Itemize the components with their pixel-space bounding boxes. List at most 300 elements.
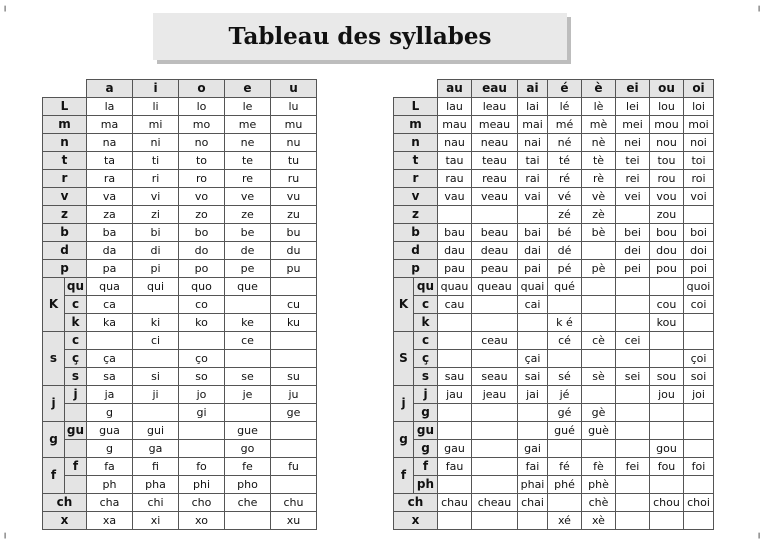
syllable-cell: ku [271, 314, 317, 332]
row-label: c [414, 296, 438, 314]
syllable-cell [616, 350, 650, 368]
title-box [153, 13, 567, 60]
syllable-cell: be [225, 224, 271, 242]
column-header: ei [616, 80, 650, 98]
syllable-cell [271, 476, 317, 494]
row-label: ch [43, 494, 87, 512]
table-row [394, 440, 714, 458]
syllable-cell: rè [582, 170, 616, 188]
syllable-cell [472, 404, 518, 422]
syllable-cell: meau [472, 116, 518, 134]
syllable-cell: ja [87, 386, 133, 404]
syllable-cell [684, 332, 714, 350]
syllable-cell: qué [548, 278, 582, 296]
syllable-cell: pou [650, 260, 684, 278]
syllable-cell: pi [133, 260, 179, 278]
syllable-cell: veau [472, 188, 518, 206]
table-row [43, 242, 317, 260]
syllable-cell [518, 206, 548, 224]
syllable-cell: xé [548, 512, 582, 530]
syllable-cell: vei [616, 188, 650, 206]
syllable-cell [271, 332, 317, 350]
row-label: c [414, 332, 438, 350]
syllable-cell: chau [438, 494, 472, 512]
syllable-cell: fi [133, 458, 179, 476]
syllable-cell: go [225, 440, 271, 458]
syllable-cell: fa [87, 458, 133, 476]
table-row [43, 386, 317, 404]
syllable-cell [582, 314, 616, 332]
syllable-cell: beau [472, 224, 518, 242]
table-row [43, 224, 317, 242]
syllable-cell: fou [650, 458, 684, 476]
table-row [43, 440, 317, 458]
syllable-cell: zé [548, 206, 582, 224]
syllable-cell: pa [87, 260, 133, 278]
syllable-cell [225, 404, 271, 422]
syllable-cell: la [87, 98, 133, 116]
table-row [43, 278, 317, 296]
syllable-cell: pho [225, 476, 271, 494]
syllable-cell [650, 476, 684, 494]
syllable-cell: quai [518, 278, 548, 296]
syllable-cell: roi [684, 170, 714, 188]
row-label: g [414, 404, 438, 422]
syllable-cell: ce [225, 332, 271, 350]
table-row [394, 458, 714, 476]
page-title: Tableau des syllabes [228, 23, 492, 50]
row-label: f [414, 458, 438, 476]
row-group-label: s [43, 332, 65, 386]
syllable-cell: teau [472, 152, 518, 170]
syllable-cell: ga [133, 440, 179, 458]
syllable-cell: chi [133, 494, 179, 512]
syllable-cell: ro [179, 170, 225, 188]
syllable-cell: pei [616, 260, 650, 278]
syllable-cell: cu [271, 296, 317, 314]
syllable-cell: cho [179, 494, 225, 512]
syllable-cell: chai [518, 494, 548, 512]
syllable-cell [684, 404, 714, 422]
syllable-cell [518, 404, 548, 422]
syllable-cell [133, 350, 179, 368]
column-header: e [225, 80, 271, 98]
syllable-cell [518, 314, 548, 332]
syllable-cell [472, 350, 518, 368]
syllable-cell: so [179, 368, 225, 386]
table-row [394, 494, 714, 512]
table-row [43, 260, 317, 278]
syllable-cell: bai [518, 224, 548, 242]
syllable-cell: dei [616, 242, 650, 260]
table-row [43, 170, 317, 188]
syllable-cell [616, 494, 650, 512]
syllable-table-left [42, 79, 317, 530]
table-row [43, 152, 317, 170]
table-row [43, 404, 317, 422]
syllable-cell [225, 296, 271, 314]
syllable-cell [616, 206, 650, 224]
syllable-cell: mo [179, 116, 225, 134]
row-label: m [394, 116, 438, 134]
syllable-cell [179, 422, 225, 440]
syllable-cell [438, 206, 472, 224]
row-label: z [394, 206, 438, 224]
syllable-cell: lou [650, 98, 684, 116]
column-header: o [179, 80, 225, 98]
syllable-cell: ge [271, 404, 317, 422]
syllable-cell: phé [548, 476, 582, 494]
syllable-cell: po [179, 260, 225, 278]
syllable-cell: de [225, 242, 271, 260]
row-group-label: g [43, 422, 65, 458]
syllable-cell: lau [438, 98, 472, 116]
syllable-cell: vau [438, 188, 472, 206]
syllable-cell: zè [582, 206, 616, 224]
syllable-cell [616, 422, 650, 440]
syllable-cell: rou [650, 170, 684, 188]
row-label: ç [65, 350, 87, 368]
table-row [394, 386, 714, 404]
syllable-cell: bu [271, 224, 317, 242]
syllable-cell [271, 278, 317, 296]
syllable-cell: cé [548, 332, 582, 350]
syllable-cell: dai [518, 242, 548, 260]
row-label: qu [65, 278, 87, 296]
row-label: d [394, 242, 438, 260]
syllable-cell: sou [650, 368, 684, 386]
syllable-cell: tei [616, 152, 650, 170]
syllable-cell [548, 440, 582, 458]
syllable-cell [133, 404, 179, 422]
syllable-cell: phè [582, 476, 616, 494]
syllable-cell: bei [616, 224, 650, 242]
syllable-cell: si [133, 368, 179, 386]
syllable-cell [438, 512, 472, 530]
syllable-cell: fè [582, 458, 616, 476]
syllable-cell: su [271, 368, 317, 386]
syllable-cell: gai [518, 440, 548, 458]
row-label: k [65, 314, 87, 332]
syllable-cell: sé [548, 368, 582, 386]
row-label: k [414, 314, 438, 332]
syllable-cell: chu [271, 494, 317, 512]
syllable-cell: mu [271, 116, 317, 134]
syllable-cell: té [548, 152, 582, 170]
row-group-label: g [394, 422, 414, 458]
table-row [394, 422, 714, 440]
syllable-cell: gou [650, 440, 684, 458]
row-label: n [394, 134, 438, 152]
syllable-cell: ka [87, 314, 133, 332]
syllable-cell [616, 512, 650, 530]
table-row [394, 116, 714, 134]
syllable-cell: gua [87, 422, 133, 440]
syllable-cell [472, 296, 518, 314]
syllable-cell [179, 440, 225, 458]
column-header: é [548, 80, 582, 98]
table-row [394, 188, 714, 206]
syllable-cell: tau [438, 152, 472, 170]
syllable-cell: to [179, 152, 225, 170]
row-label: t [394, 152, 438, 170]
syllable-cell: rau [438, 170, 472, 188]
syllable-cell: lè [582, 98, 616, 116]
syllable-cell: nau [438, 134, 472, 152]
syllable-cell: bé [548, 224, 582, 242]
syllable-cell [616, 476, 650, 494]
syllable-cell: ri [133, 170, 179, 188]
syllable-cell: reau [472, 170, 518, 188]
syllable-cell: pu [271, 260, 317, 278]
syllable-cell: ze [225, 206, 271, 224]
syllable-cell: ke [225, 314, 271, 332]
syllable-cell: za [87, 206, 133, 224]
syllable-cell: gè [582, 404, 616, 422]
syllable-cell [616, 314, 650, 332]
syllable-table-right [393, 79, 714, 530]
syllable-cell: kou [650, 314, 684, 332]
syllable-cell [616, 278, 650, 296]
syllable-cell [518, 422, 548, 440]
syllable-cell: g [87, 440, 133, 458]
syllable-cell [548, 494, 582, 512]
syllable-cell [650, 404, 684, 422]
syllable-cell: ça [87, 350, 133, 368]
row-label: x [394, 512, 438, 530]
syllable-cell: va [87, 188, 133, 206]
table-row [43, 116, 317, 134]
table-row [394, 242, 714, 260]
syllable-cell: xi [133, 512, 179, 530]
syllable-cell: ci [133, 332, 179, 350]
row-group-label: S [394, 332, 414, 386]
row-label: m [43, 116, 87, 134]
row-label: b [394, 224, 438, 242]
syllable-cell: gue [225, 422, 271, 440]
syllable-cell [616, 386, 650, 404]
syllable-cell: boi [684, 224, 714, 242]
syllable-cell: rei [616, 170, 650, 188]
syllable-cell: bi [133, 224, 179, 242]
syllable-cell: fai [518, 458, 548, 476]
syllable-cell [548, 296, 582, 314]
syllable-cell [518, 332, 548, 350]
crop-mark-bottom-right: ╵ [756, 534, 763, 545]
syllable-cell: do [179, 242, 225, 260]
table-row [43, 188, 317, 206]
row-group-label: f [394, 458, 414, 494]
table-row [43, 350, 317, 368]
syllable-cell: mau [438, 116, 472, 134]
table-row [394, 314, 714, 332]
table-row [394, 332, 714, 350]
syllable-cell: dé [548, 242, 582, 260]
row-label [65, 476, 87, 494]
syllable-cell: vo [179, 188, 225, 206]
syllable-cell: phi [179, 476, 225, 494]
syllable-cell: çoi [684, 350, 714, 368]
table-row [43, 98, 317, 116]
row-label: s [414, 368, 438, 386]
syllable-cell: vu [271, 188, 317, 206]
syllable-cell: ço [179, 350, 225, 368]
syllable-cell: moi [684, 116, 714, 134]
syllable-cell: mai [518, 116, 548, 134]
syllable-cell: ru [271, 170, 317, 188]
column-header: au [438, 80, 472, 98]
table-row [43, 368, 317, 386]
column-header: oi [684, 80, 714, 98]
syllable-cell: cè [582, 332, 616, 350]
syllable-cell: jé [548, 386, 582, 404]
syllable-cell [582, 242, 616, 260]
syllable-cell [271, 440, 317, 458]
syllable-cell: ph [87, 476, 133, 494]
syllable-cell: rai [518, 170, 548, 188]
header-corner [394, 80, 438, 98]
syllable-cell: zi [133, 206, 179, 224]
syllable-cell: seau [472, 368, 518, 386]
syllable-cell [684, 206, 714, 224]
syllable-cell: tou [650, 152, 684, 170]
row-label: L [394, 98, 438, 116]
row-label: j [65, 386, 87, 404]
syllable-cell: ve [225, 188, 271, 206]
syllable-cell: se [225, 368, 271, 386]
syllable-cell: pha [133, 476, 179, 494]
syllable-cell: vai [518, 188, 548, 206]
syllable-cell: choi [684, 494, 714, 512]
syllable-cell: cai [518, 296, 548, 314]
syllable-cell [684, 512, 714, 530]
row-label: ç [414, 350, 438, 368]
syllable-cell: né [548, 134, 582, 152]
syllable-cell: mè [582, 116, 616, 134]
syllable-cell: bou [650, 224, 684, 242]
syllable-cell: xa [87, 512, 133, 530]
table-row [394, 278, 714, 296]
syllable-cell [438, 404, 472, 422]
row-label: x [43, 512, 87, 530]
table-row [43, 458, 317, 476]
syllable-cell: pai [518, 260, 548, 278]
syllable-cell: ji [133, 386, 179, 404]
syllable-cell: fé [548, 458, 582, 476]
column-header: ai [518, 80, 548, 98]
table-row [394, 350, 714, 368]
syllable-cell: queau [472, 278, 518, 296]
table-row [43, 476, 317, 494]
syllable-cell: vi [133, 188, 179, 206]
table-row [43, 494, 317, 512]
syllable-cell [582, 386, 616, 404]
table-row [394, 170, 714, 188]
table-row [394, 512, 714, 530]
syllable-cell: fei [616, 458, 650, 476]
syllable-cell: cou [650, 296, 684, 314]
table-row [43, 332, 317, 350]
syllable-cell: pau [438, 260, 472, 278]
syllable-cell [650, 422, 684, 440]
syllable-cell [438, 476, 472, 494]
row-label: g [414, 440, 438, 458]
row-label: n [43, 134, 87, 152]
syllable-cell: guè [582, 422, 616, 440]
syllable-cell: soi [684, 368, 714, 386]
syllable-cell [472, 206, 518, 224]
syllable-cell [650, 278, 684, 296]
syllable-cell: pe [225, 260, 271, 278]
syllable-cell [472, 440, 518, 458]
syllable-cell: doi [684, 242, 714, 260]
syllable-cell: ti [133, 152, 179, 170]
syllable-cell: bau [438, 224, 472, 242]
row-label: gu [414, 422, 438, 440]
syllable-cell [225, 512, 271, 530]
syllable-cell [684, 314, 714, 332]
column-header: i [133, 80, 179, 98]
syllable-cell: g [87, 404, 133, 422]
syllable-cell: chou [650, 494, 684, 512]
syllable-cell: quoi [684, 278, 714, 296]
syllable-cell: fau [438, 458, 472, 476]
syllable-cell: xè [582, 512, 616, 530]
syllable-cell: quau [438, 278, 472, 296]
syllable-cell: le [225, 98, 271, 116]
row-label: r [43, 170, 87, 188]
syllable-cell: re [225, 170, 271, 188]
column-header: u [271, 80, 317, 98]
syllable-cell: me [225, 116, 271, 134]
syllable-cell: jou [650, 386, 684, 404]
syllable-cell: qui [133, 278, 179, 296]
syllable-cell [650, 332, 684, 350]
row-label: c [65, 296, 87, 314]
syllable-cell [616, 404, 650, 422]
syllable-cell: jau [438, 386, 472, 404]
syllable-cell [438, 332, 472, 350]
syllable-cell [684, 422, 714, 440]
syllable-cell: dou [650, 242, 684, 260]
syllable-cell [438, 422, 472, 440]
table-row [394, 296, 714, 314]
syllable-cell: vè [582, 188, 616, 206]
syllable-cell: ré [548, 170, 582, 188]
table-row [43, 512, 317, 530]
syllable-cell: ne [225, 134, 271, 152]
syllable-cell: gé [548, 404, 582, 422]
syllable-cell: gui [133, 422, 179, 440]
syllable-cell: ma [87, 116, 133, 134]
syllable-cell: te [225, 152, 271, 170]
row-label: r [394, 170, 438, 188]
syllable-cell: zo [179, 206, 225, 224]
table-row [394, 224, 714, 242]
syllable-cell: bè [582, 224, 616, 242]
column-header: ou [650, 80, 684, 98]
syllable-cell: jai [518, 386, 548, 404]
syllable-cell: loi [684, 98, 714, 116]
table-row [394, 134, 714, 152]
syllable-cell: deau [472, 242, 518, 260]
syllable-cell: nou [650, 134, 684, 152]
syllable-cell: nei [616, 134, 650, 152]
syllable-cell: co [179, 296, 225, 314]
table-row [394, 368, 714, 386]
row-label: j [414, 386, 438, 404]
syllable-cell: fo [179, 458, 225, 476]
